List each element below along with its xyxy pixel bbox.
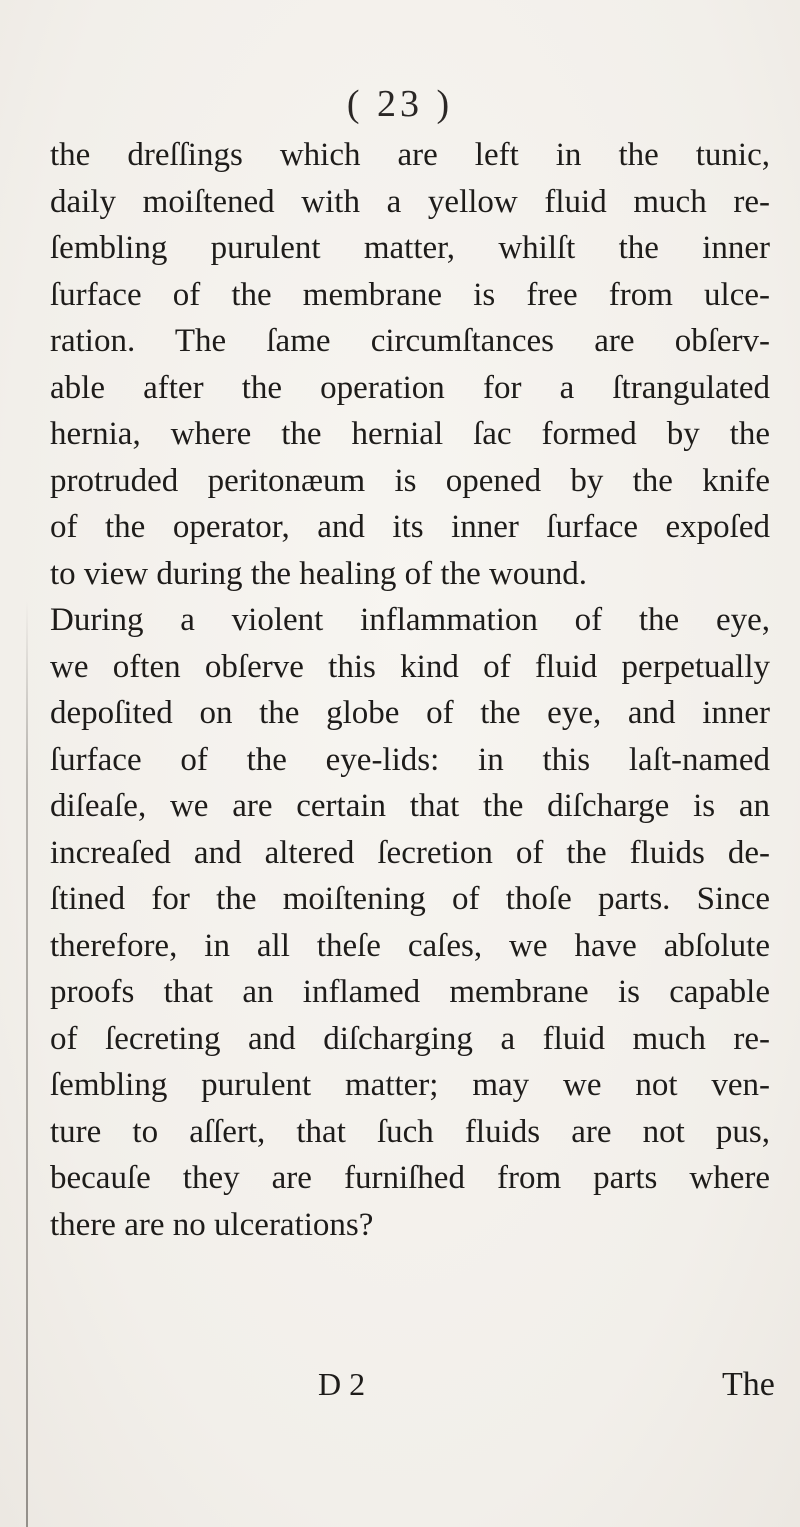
page-footer xyxy=(0,1366,800,1416)
text-line: diſeaſe, we are certain that the diſcharge is an xyxy=(50,788,770,824)
text-line: hernia, where the hernial ſac formed by the xyxy=(50,416,770,452)
text-line: able after the operation for a ſtrangulated xyxy=(50,369,770,406)
text-line: proofs that an inflamed membrane is capable xyxy=(50,974,770,1010)
text-line: therefore, in all theſe caſes, we have abſolute xyxy=(50,927,770,964)
catchword: The xyxy=(722,1366,775,1403)
text-line: ſurface of the eye-lids: in this laſt-named xyxy=(50,741,770,778)
text-line: ſtined for the moiſtening of thoſe parts. Since xyxy=(50,881,770,917)
text-line: of the operator, and its inner ſurface expoſed xyxy=(50,509,770,545)
text-line: ſembling purulent matter, whilſt the inner xyxy=(50,230,770,266)
text-line: there are no ulcerations? xyxy=(50,1206,374,1243)
body-text xyxy=(50,132,770,1248)
text-line: ſembling purulent matter; may we not ven- xyxy=(50,1067,770,1103)
text-line: ture to aſſert, that ſuch fluids are not pus, xyxy=(50,1113,770,1150)
text-line: depoſited on the globe of the eye, and inner xyxy=(50,695,770,731)
signature-mark: D 2 xyxy=(318,1366,366,1402)
text-line: the dreſſings which are left in the tunic, xyxy=(50,137,770,173)
text-line: we often obſerve this kind of fluid perpetually xyxy=(50,648,770,685)
text-line: to view during the healing of the wound. xyxy=(50,555,588,592)
text-line: ſurface of the membrane is free from ulce- xyxy=(50,276,770,313)
text-line: increaſed and altered ſecretion of the fluids de- xyxy=(50,834,770,871)
text-line: becauſe they are furniſhed from parts where xyxy=(50,1160,770,1196)
text-line: protruded peritonæum is opened by the knife xyxy=(50,462,770,499)
text-line: of ſecreting and diſcharging a fluid much re- xyxy=(50,1020,770,1057)
text-line: daily moiſtened with a yellow fluid much re- xyxy=(50,183,770,220)
text-line: ration. The ſame circumſtances are obſerv- xyxy=(50,323,770,359)
text-line: During a violent inflammation of the eye, xyxy=(50,602,770,638)
page-number-header: ( 23 ) xyxy=(346,83,454,125)
